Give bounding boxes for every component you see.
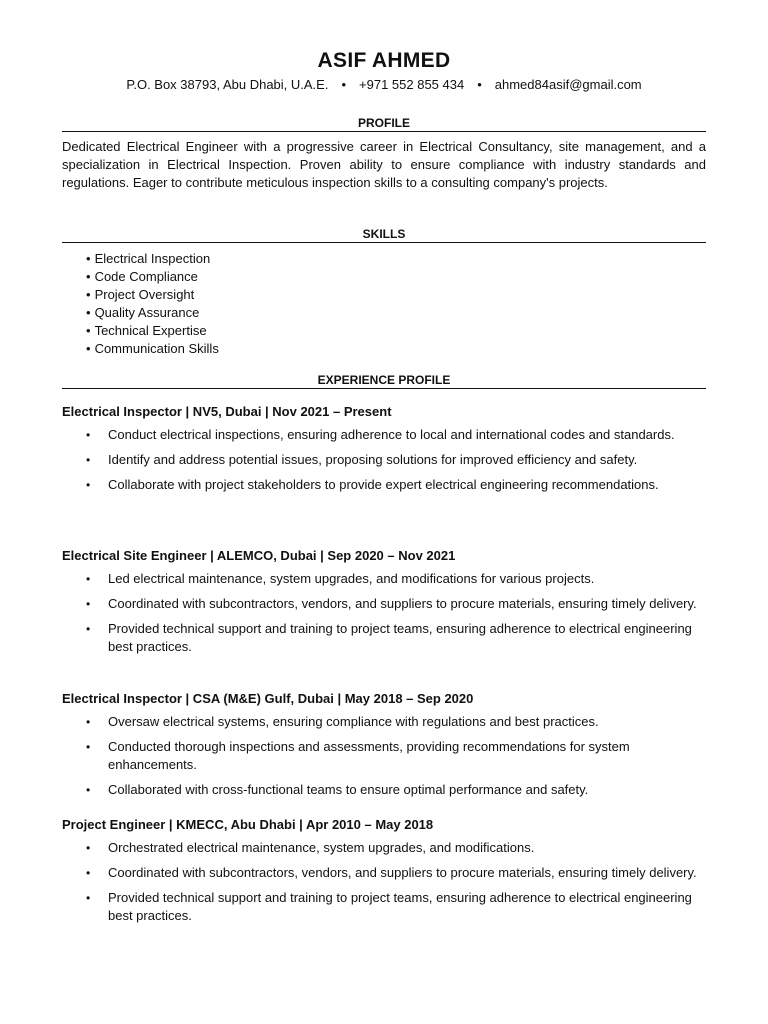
skill-item: • Electrical Inspection — [86, 250, 219, 268]
contact-phone: +971 552 855 434 — [359, 77, 465, 92]
job-bullets — [62, 426, 706, 494]
contact-address: P.O. Box 38793, Abu Dhabi, U.A.E. — [126, 77, 329, 92]
job-bullet-text: Coordinated with subcontractors, vendors, and suppliers to procure materials, ensuring timely delivery. — [108, 865, 697, 880]
bullet-icon: • — [86, 841, 91, 855]
job-bullets — [62, 570, 706, 656]
skill-item: • Quality Assurance — [86, 304, 219, 322]
job-bullet — [62, 889, 706, 925]
bullet-icon: • — [86, 866, 91, 880]
job-bullet — [62, 713, 706, 731]
bullet-icon: • — [86, 428, 91, 442]
job-bullet — [62, 476, 706, 494]
job-bullet-text: Provided technical support and training to project teams, ensuring adherence to electrical engineering best practices. — [108, 890, 692, 923]
job-bullet-text: Orchestrated electrical maintenance, system upgrades, and modifications. — [108, 840, 535, 855]
experience-entry — [62, 403, 706, 501]
experience-entry — [62, 690, 706, 806]
job-bullet-text: Conducted thorough inspections and assessments, providing recommendations for system enhancements. — [108, 739, 630, 772]
bullet-icon: • — [86, 783, 91, 797]
contact-email[interactable]: ahmed84asif@gmail.com — [494, 77, 642, 92]
bullet-icon: • — [86, 622, 91, 636]
job-bullet — [62, 426, 706, 444]
bullet-icon: • — [86, 740, 91, 754]
experience-heading: EXPERIENCE PROFILE — [62, 373, 706, 389]
job-bullets — [62, 713, 706, 799]
job-title: Electrical Inspector | NV5, Dubai | Nov 2021 – Present — [62, 404, 392, 419]
job-bullets — [62, 839, 706, 925]
experience-entry — [62, 547, 706, 663]
candidate-name: ASIF AHMED — [317, 49, 451, 72]
job-bullet — [62, 781, 706, 799]
job-bullet — [62, 620, 706, 656]
bullet-icon: • — [86, 715, 91, 729]
job-bullet — [62, 738, 706, 774]
job-bullet-text: Collaborate with project stakeholders to provide expert electrical engineering recommendations. — [108, 477, 659, 492]
job-title: Project Engineer | KMECC, Abu Dhabi | Apr 2010 – May 2018 — [62, 817, 434, 832]
job-bullet-text: Oversaw electrical systems, ensuring compliance with regulations and best practices. — [108, 714, 599, 729]
bullet-separator: • — [341, 77, 347, 92]
job-bullet — [62, 595, 706, 613]
bullet-icon: • — [86, 478, 91, 492]
job-bullet — [62, 864, 706, 882]
job-title: Electrical Inspector | CSA (M&E) Gulf, Dubai | May 2018 – Sep 2020 — [62, 691, 474, 706]
job-bullet — [62, 451, 706, 469]
job-bullet-text: Provided technical support and training to project teams, ensuring adherence to electrical engineering best practices. — [108, 621, 692, 654]
job-bullet-text: Collaborated with cross-functional teams to ensure optimal performance and safety. — [108, 782, 589, 797]
job-bullet-text: Identify and address potential issues, proposing solutions for improved efficiency and safety. — [108, 452, 638, 467]
bullet-icon: • — [86, 572, 91, 586]
skill-item: • Code Compliance — [86, 268, 219, 286]
skills-list — [86, 250, 219, 357]
profile-summary: Dedicated Electrical Engineer with a progressive career in Electrical Consultancy, site management, and a specialization in Electrical Inspection. Proven ability to ensure compliance with industry standards and regulations. Eager to contribute meticulous inspection skills to a consulting company's projects. — [62, 139, 706, 190]
job-bullet-text: Conduct electrical inspections, ensuring adherence to local and international codes and standards. — [108, 427, 675, 442]
profile-heading: PROFILE — [62, 116, 706, 132]
job-bullet-text: Led electrical maintenance, system upgrades, and modifications for various projects. — [108, 571, 595, 586]
contact-line — [62, 77, 706, 92]
skill-item: • Communication Skills — [86, 340, 219, 358]
bullet-icon: • — [86, 597, 91, 611]
skill-item: • Project Oversight — [86, 286, 219, 304]
job-title: Electrical Site Engineer | ALEMCO, Dubai | Sep 2020 – Nov 2021 — [62, 548, 456, 563]
bullet-separator: • — [477, 77, 482, 92]
experience-entry — [62, 816, 706, 932]
job-bullet-text: Coordinated with subcontractors, vendors, and suppliers to procure materials, ensuring timely delivery. — [108, 596, 697, 611]
bullet-icon: • — [86, 453, 91, 467]
skills-heading: SKILLS — [62, 227, 706, 243]
job-bullet — [62, 570, 706, 588]
skill-item: • Technical Expertise — [86, 322, 219, 340]
job-bullet — [62, 839, 706, 857]
bullet-icon: • — [86, 891, 91, 905]
